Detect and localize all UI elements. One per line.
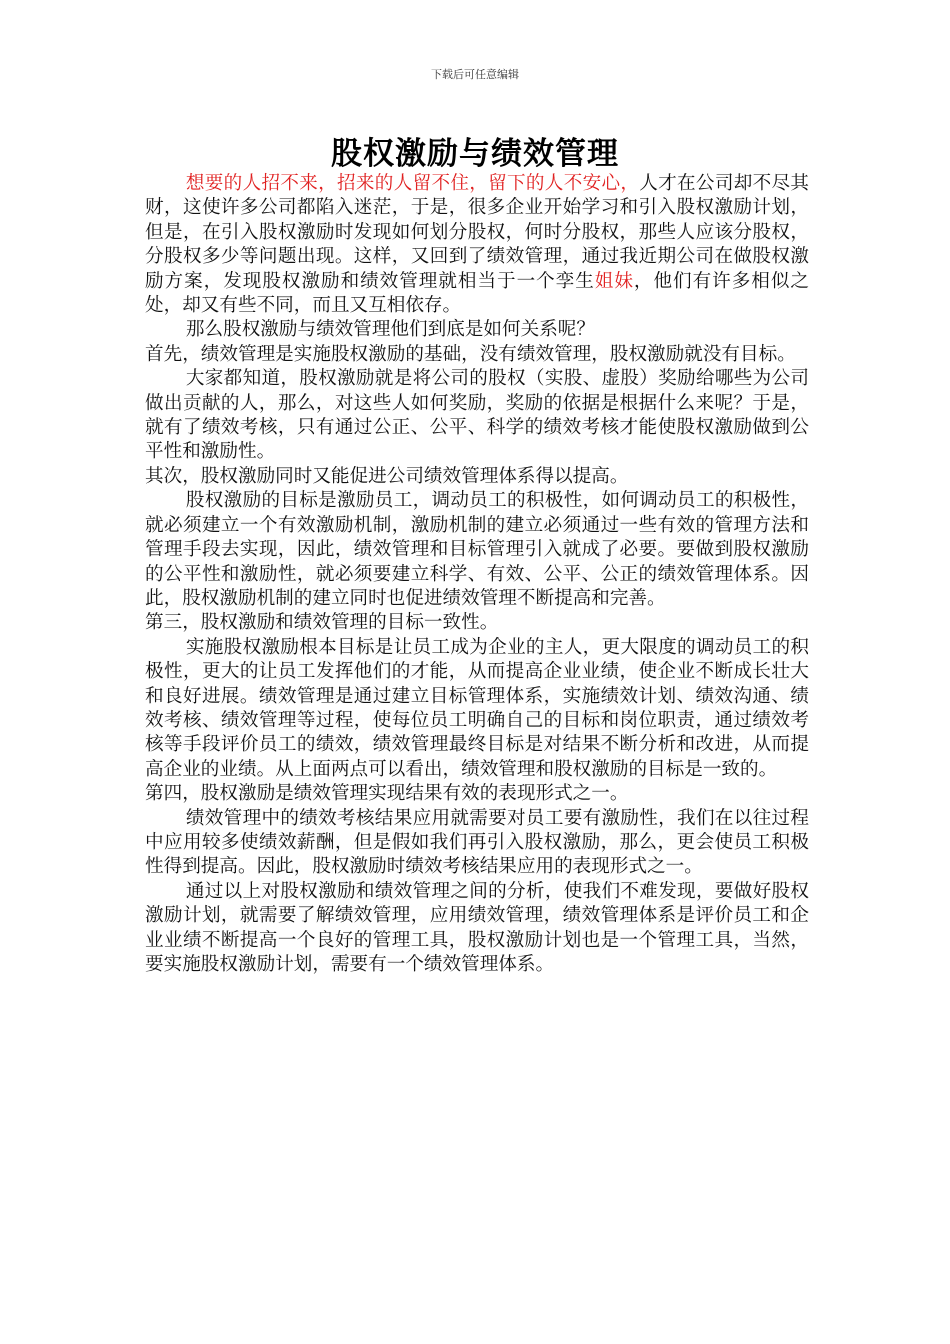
paragraph-first-detail: 大家都知道，股权激励就是将公司的股权（实股、虚股）奖励给哪些为公司做出贡献的人，那么，对这些人如何奖励，奖励的依据是根据什么来呢？于是，就有了绩效考核，只有通过公正、公平、科学的绩效考核才能使股权激励做到公平性和激励性。 [145, 368, 809, 463]
section-heading-second: 其次，股权激励同时又能促进公司绩效管理体系得以提高。 [145, 465, 629, 487]
header-note: 下载后可任意编辑 [431, 68, 519, 81]
paragraph-conclusion: 通过以上对股权激励和绩效管理之间的分析，使我们不难发现，要做好股权激励计划，就需要了解绩效管理，应用绩效管理，绩效管理体系是评价员工和企业业绩不断提高一个良好的管理工具，股权激励计划也是一个管理工具，当然，要实施股权激励计划，需要有一个绩效管理体系。 [145, 880, 809, 975]
paragraph-intro-text-end: ，他们有许多相似之处，却又有些不同，而且又互相依存。 [145, 270, 809, 317]
document-title: 股权激励与绩效管理 [331, 136, 619, 172]
paragraph-intro-text: 人才在公司却不尽其财，这使许多公司都陷入迷茫，于是，很多企业开始学习和引入股权激励计划，但是，在引入股权激励时发现如何划分股权，何时分股权，那些人应该分股权，分股权多少等问题出现。这样，又回到了绩效管理，通过我近期公司在做股权激励方案，发现股权激励和绩效管理就相当于一个孪生 [145, 173, 809, 292]
paragraph-question: 那么股权激励与绩效管理他们到底是如何关系呢？ [185, 319, 595, 341]
red-emphasis-word: 姐妹 [594, 270, 634, 292]
paragraph-third-detail: 实施股权激励根本目标是让员工成为企业的主人，更大限度的调动员工的积极性，更大的让员工发挥他们的才能，从而提高企业业绩，使企业不断成长壮大和良好进展。绩效管理是通过建立目标管理体系，实施绩效计划、绩效沟通、绩效考核、绩效管理等过程，使每位员工明确自己的目标和岗位职责，通过绩效考核等手段评价员工的绩效，绩效管理最终目标是对结果不断分析和改进，从而提高企业的业绩。从上面两点可以看出，绩效管理和股权激励的目标是一致的。 [145, 636, 809, 780]
paragraph-fourth-detail: 绩效管理中的绩效考核结果应用就需要对员工要有激励性，我们在以往过程中应用较多使绩效薪酬，但是假如我们再引入股权激励，那么，更会使员工积极性得到提高。因此，股权激励时绩效考核结果应用的表现形式之一。 [145, 807, 809, 878]
paragraph-intro [145, 172, 809, 318]
section-heading-third: 第三，股权激励和绩效管理的目标一致性。 [145, 612, 499, 634]
section-heading-first: 首先，绩效管理是实施股权激励的基础，没有绩效管理，股权激励就没有目标。 [145, 343, 796, 365]
document-body [145, 172, 809, 977]
red-emphasis-lead: 想要的人招不来，招来的人留不住，留下的人不安心， [185, 173, 640, 194]
section-heading-fourth: 第四，股权激励是绩效管理实现结果有效的表现形式之一。 [145, 783, 629, 805]
paragraph-second-detail: 股权激励的目标是激励员工，调动员工的积极性，如何调动员工的积极性，就必须建立一个有效激励机制，激励机制的建立必须通过一些有效的管理方法和管理手段去实现，因此，绩效管理和目标管理引入就成了必要。要做到股权激励的公平性和激励性，就必须要建立科学、有效、公平、公正的绩效管理体系。因此，股权激励机制的建立同时也促进绩效管理不断提高和完善。 [145, 490, 809, 609]
